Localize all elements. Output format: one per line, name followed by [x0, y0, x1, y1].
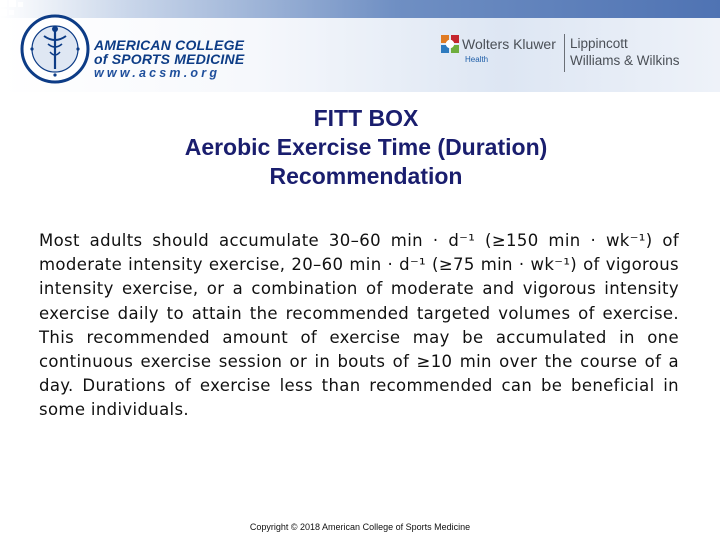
title-line-3: Recommendation: [269, 163, 463, 189]
wolters-kluwer-sub: Health: [465, 55, 489, 64]
acsm-website: www.acsm.org: [94, 66, 221, 80]
acsm-wordmark: [94, 38, 244, 80]
lww-line-2: Williams & Wilkins: [570, 52, 680, 68]
copyright-footer: Copyright © 2018 American College of Sports Medicine: [249, 522, 471, 532]
lww-wordmark: [570, 36, 680, 70]
slide-header: [0, 0, 720, 92]
title-line-2: Aerobic Exercise Time (Duration): [184, 134, 548, 160]
recommendation-body: Most adults should accumulate 30–60 min · d⁻¹ (≥150 min · wk⁻¹) of moderate intensity exercise, 20–60 min · d⁻¹ (≥75 min · wk⁻¹) of vigorous intensity exercise, or a combination of moderate and vigorous intensity exercise daily to attain the recommended targeted volumes of exercise. This recommended amount of exercise may be accumulated in one continuous exercise session or in bouts of ≥10 min over the course of a day. Durations of exercise less than recommended can be beneficial in some individuals.: [39, 231, 679, 420]
lww-line-1: Lippincott: [570, 36, 628, 51]
wolters-kluwer-logo-icon: [440, 34, 460, 54]
acsm-seal-icon: [20, 14, 90, 84]
wolters-kluwer-name: Wolters Kluwer: [462, 36, 556, 52]
header-band: [0, 0, 720, 18]
logo-divider: [564, 34, 565, 72]
acsm-line-2: of SPORTS MEDICINE: [94, 51, 245, 67]
acsm-line-1: AMERICAN COLLEGE: [94, 37, 245, 53]
slide-title: [0, 104, 720, 191]
title-line-1: FITT BOX: [313, 105, 419, 131]
